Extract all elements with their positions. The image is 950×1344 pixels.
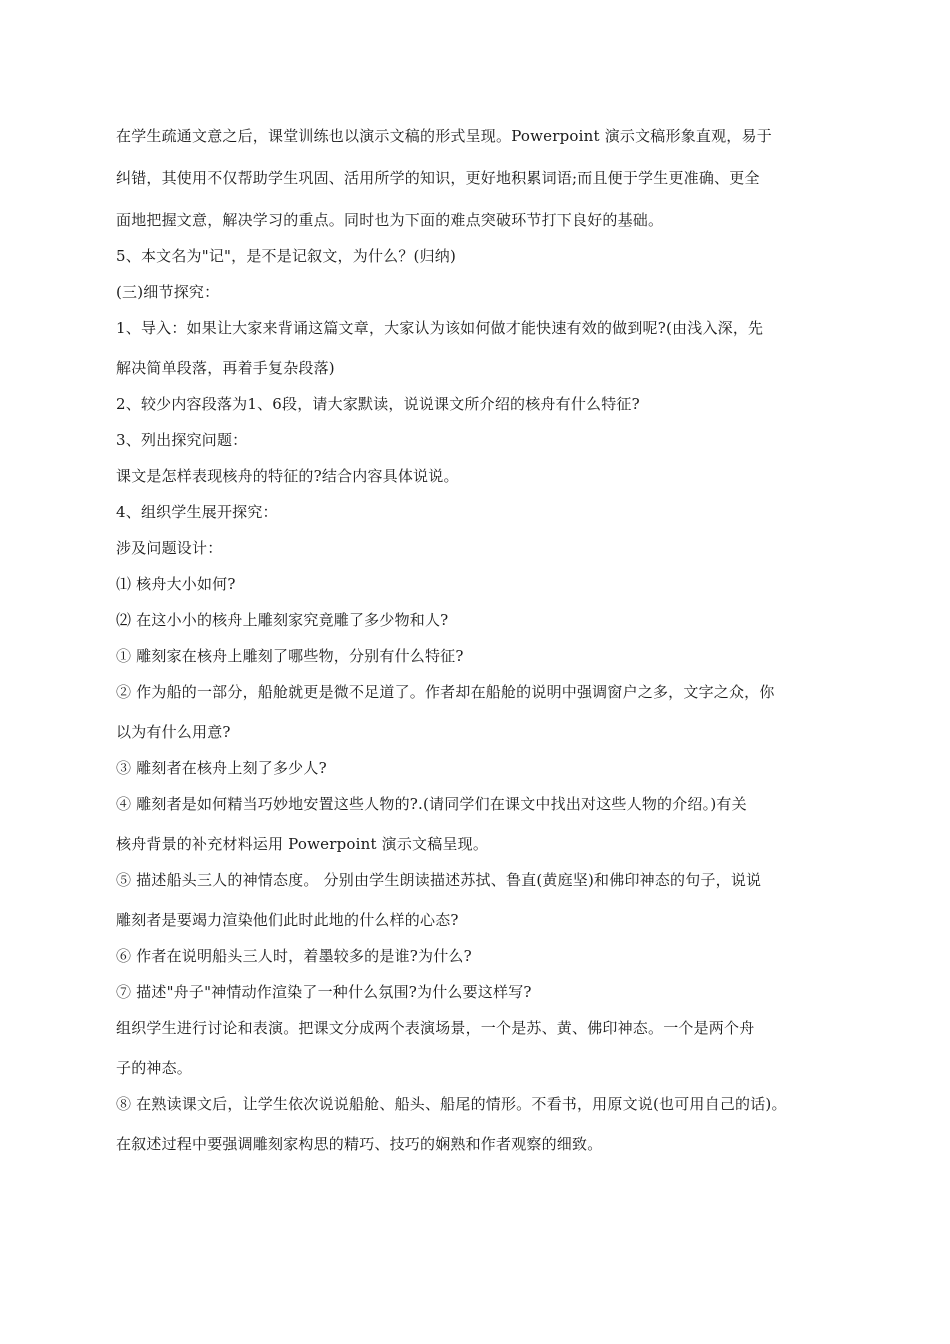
text-line: 面地把握文意，解决学习的重点。同时也为下面的难点突破环节打下良好的基础。 xyxy=(116,211,664,229)
text-line: 2、较少内容段落为1、6段，请大家默读，说说课文所介绍的核舟有什么特征? xyxy=(116,395,640,413)
question-item: ⑧ 在熟读课文后，让学生依次说说船舱、船头、船尾的情形。不看书，用原文说(也可用自己的话)。 xyxy=(116,1095,787,1113)
text-line: 5、本文名为"记"，是不是记叙文，为什么？(归纳) xyxy=(116,247,457,265)
text-line: 组织学生进行讨论和表演。把课文分成两个表演场景，一个是苏、黄、佛印神态。一个是两个舟 xyxy=(116,1019,755,1037)
text-line: 在叙述过程中要强调雕刻家构思的精巧、技巧的娴熟和作者观察的细致。 xyxy=(116,1135,603,1153)
text-line: 4、组织学生展开探究： xyxy=(116,503,278,521)
text-line: 核舟背景的补充材料运用 Powerpoint 演示文稿呈现。 xyxy=(116,835,489,853)
section-heading: (三)细节探究： xyxy=(116,283,220,301)
question-item: ⑴ 核舟大小如何? xyxy=(116,575,236,593)
question-item: ⑤ 描述船头三人的神情态度。 分别由学生朗读描述苏拭、鲁直(黄庭坚)和佛印神态的句子，说说 xyxy=(116,871,762,889)
text-line: 课文是怎样表现核舟的特征的?结合内容具体说说。 xyxy=(116,467,459,485)
text-line: 解决简单段落，再着手复杂段落) xyxy=(116,359,335,377)
question-item: ⑥ 作者在说明船头三人时，着墨较多的是谁?为什么? xyxy=(116,947,472,965)
text-line: 在学生疏通文意之后，课堂训练也以演示文稿的形式呈现。Powerpoint 演示文稿形象直观，易于 xyxy=(116,127,772,145)
text-line: 以为有什么用意? xyxy=(116,723,231,741)
question-item: ⑵ 在这小小的核舟上雕刻家究竟雕了多少物和人? xyxy=(116,611,449,629)
text-line: 子的神态。 xyxy=(116,1059,193,1077)
text-line: 雕刻者是要竭力渲染他们此时此地的什么样的心态? xyxy=(116,911,459,929)
question-item: ④ 雕刻者是如何精当巧妙地安置这些人物的?.(请同学们在课文中找出对这些人物的介绍。)有关 xyxy=(116,795,747,813)
question-item: ⑦ 描述"舟子"神情动作渲染了一种什么氛围?为什么要这样写? xyxy=(116,983,532,1001)
question-item: ② 作为船的一部分，船舱就更是微不足道了。作者却在船舱的说明中强调窗户之多，文字之众，你 xyxy=(116,683,775,701)
text-line: 3、列出探究问题： xyxy=(116,431,248,449)
text-line: 1、导入：如果让大家来背诵这篇文章，大家认为该如何做才能快速有效的做到呢?(由浅入深，先 xyxy=(116,319,764,337)
question-item: ③ 雕刻者在核舟上刻了多少人? xyxy=(116,759,327,777)
question-item: ① 雕刻家在核舟上雕刻了哪些物，分别有什么特征? xyxy=(116,647,464,665)
text-line: 纠错，其使用不仅帮助学生巩固、活用所学的知识，更好地积累词语;而且便于学生更准确、更全 xyxy=(116,169,760,187)
text-line: 涉及问题设计： xyxy=(116,539,223,557)
